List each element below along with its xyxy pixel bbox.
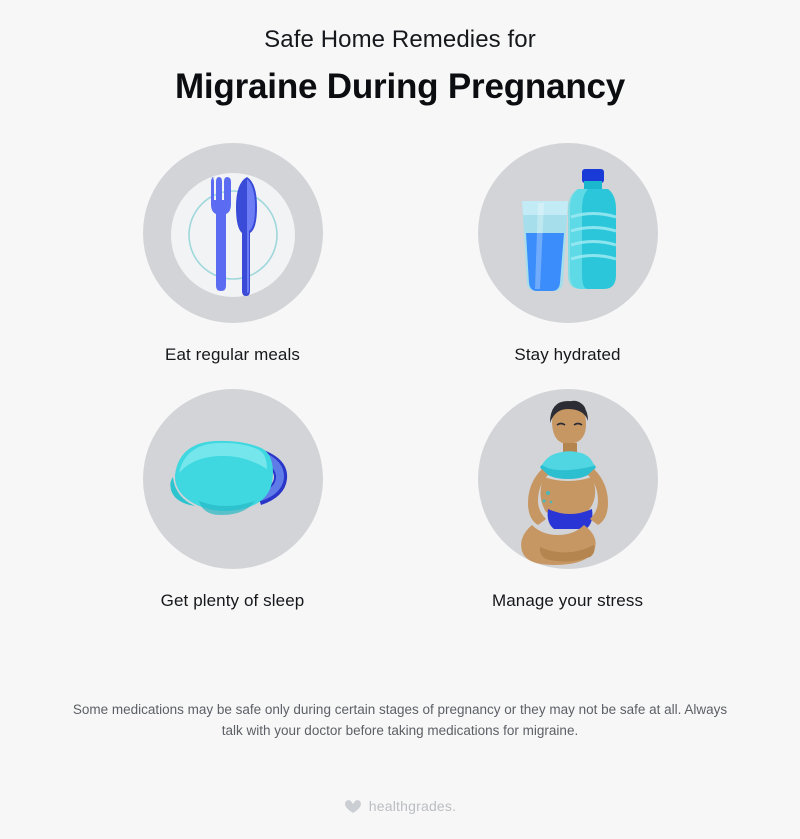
water-glass-bottle-icon (478, 143, 658, 323)
remedy-grid (70, 143, 730, 611)
remedy-label: Manage your stress (491, 590, 644, 610)
brand-name: healthgrades. (368, 798, 457, 814)
remedy-label: Stay hydrated (514, 344, 621, 364)
heart-icon (344, 798, 362, 814)
icon-circle (478, 389, 658, 569)
remedy-label: Eat regular meals (165, 344, 300, 364)
remedy-item-stay-hydrated (405, 143, 730, 365)
icon-circle (478, 143, 658, 323)
meditating-person-icon (478, 389, 658, 569)
kicker-text: Safe Home Remedies for (264, 26, 536, 53)
remedy-item-manage-your-stress (405, 389, 730, 611)
fork-knife-plate-icon (143, 143, 323, 323)
icon-circle (143, 389, 323, 569)
remedy-item-eat-regular-meals (70, 143, 395, 365)
header (0, 24, 800, 109)
remedy-item-get-plenty-of-sleep (70, 389, 395, 611)
brand-footer (0, 798, 800, 814)
sleep-mask-icon (143, 389, 323, 569)
page-title: Migraine During Pregnancy (174, 67, 626, 107)
icon-circle (143, 143, 323, 323)
disclaimer-text: Some medications may be safe only during certain stages of pregnancy or they may not be safe at all. Always talk with your doctor before taking medications for migraine. (72, 702, 728, 738)
remedy-label: Get plenty of sleep (160, 590, 305, 610)
